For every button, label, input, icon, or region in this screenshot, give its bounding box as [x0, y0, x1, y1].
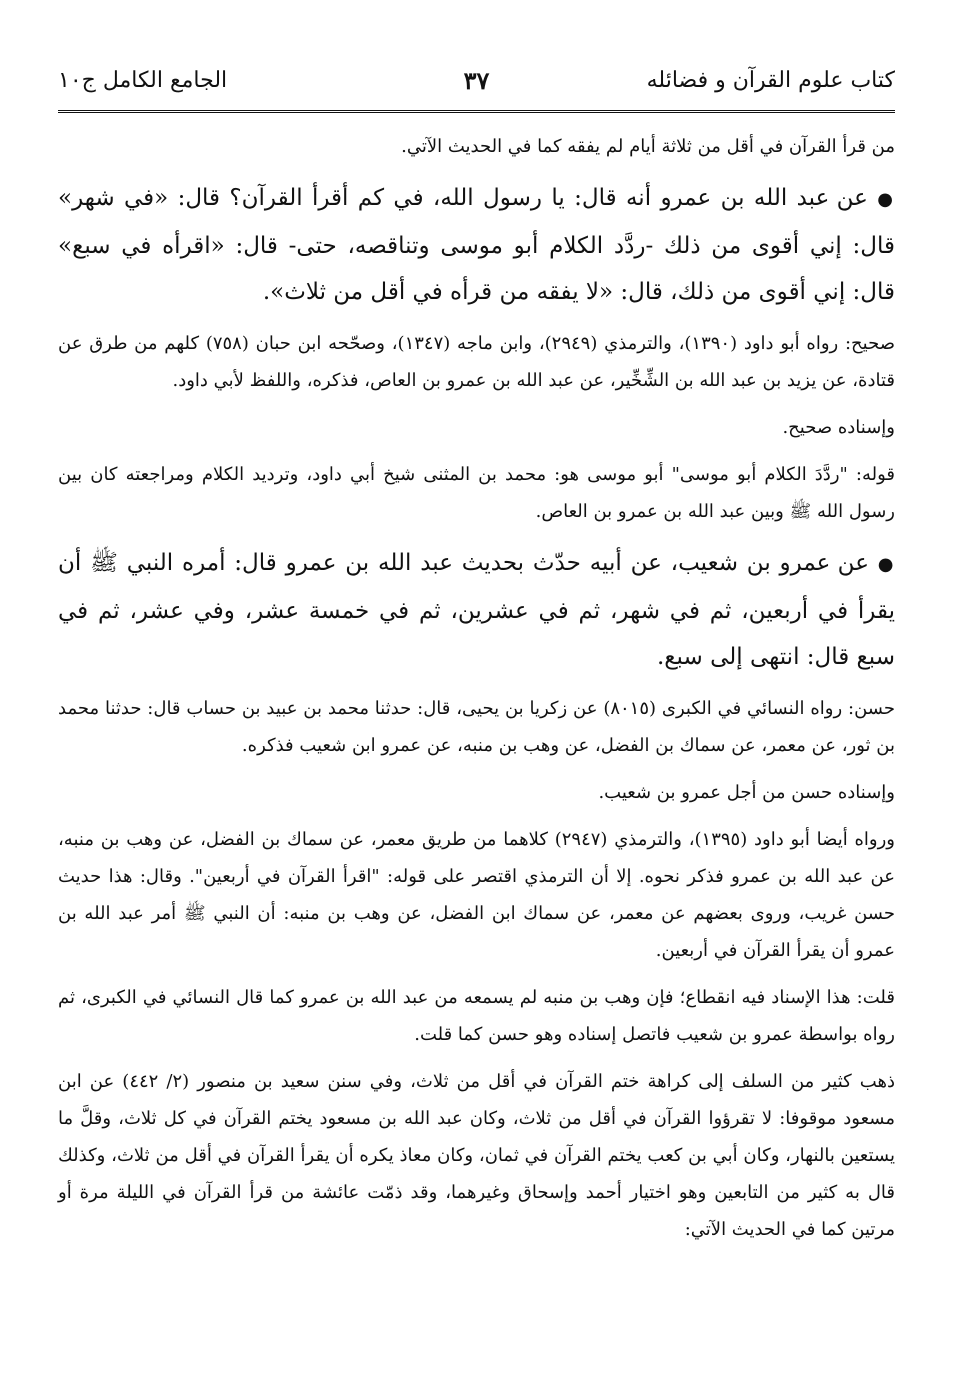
- commentary-note: قوله: "ردَّدَ الكلام أبو موسى" أبو موسى هو: محمد بن المثنى شيخ أبي داود، وترديد الكلام ومراجعته كان بين رسول الله ﷺ وبين عبد الله بن عمرو بن العاص.: [58, 464, 895, 522]
- isnad-grade: وإسناده صحيح.: [782, 417, 895, 438]
- bullet-icon: ●: [877, 189, 895, 210]
- header-rule: [58, 110, 895, 113]
- intro-line: من قرأ القرآن في أقل من ثلاثة أيام لم يفقه كما في الحديث الآتي.: [401, 136, 895, 157]
- book-title: كتاب علوم القرآن و فضائله: [646, 68, 895, 93]
- hadith-body: عن عبد الله بن عمرو أنه قال: يا رسول الله، في كم أقرأ القرآن؟ قال: «في شهر» قال: إني أقوى من ذلك -ردَّد الكلام أبو موسى وتناقصه، حتى- قال: «اقرأه في سبع» قال: إني أقوى من ذلك، قال: «لا يفقه من قرأه في أقل من ثلاث».: [58, 185, 895, 305]
- commentary-note: ذهب كثير من السلف إلى كراهة ختم القرآن في أقل من ثلاث، وفي سنن سعيد بن منصور (٢/ ٤٤٢) عن ابن مسعود موقوفا: لا تقرؤوا القرآن في أقل من ثلاث، وكان عبد الله بن مسعود يختم القرآن في كل ثلاث، وقلَّ ما يستعين بالنهار، وكان أبي بن كعب يختم القرآن في ثمان، وكان معاذ يكره أن يقرأ القرآن في أقل من ثلاث، وكذلك قال به كثير من التابعين وهو اختيار أحمد وإسحاق وغيرهما، وقد ذمّت عائشة من قرأ القرآن في الليلة مرة أو مرتين كما في الحديث الآتي:: [58, 1071, 895, 1240]
- page-number: ٣٧: [463, 66, 490, 95]
- hadith-text: [58, 540, 895, 680]
- hadith-body: عن عمرو بن شعيب، عن أبيه حدّث بحديث عبد الله بن عمرو قال: أمره النبي ﷺ أن يقرأ في أربعين، ثم في شهر، ثم في عشرين، ثم في خمسة عشر، وفي عشر، ثم في سبع قال: انتهى إلى سبع.: [58, 550, 895, 670]
- takhrij-note: ورواه أيضا أبو داود (١٣٩٥)، والترمذي (٢٩٤٧) كلاهما من طريق معمر، عن سماك بن الفضل، عن وهب بن منبه، عن عبد الله بن عمرو فذكر نحوه. إلا أن الترمذي اقتصر على قوله: "اقرأ القرآن في أربعين". وقال: هذا حديث حسن غريب، وروى بعضهم عن معمر، عن سماك ابن الفضل، عن وهب بن منبه: أن النبي ﷺ أمر عبد الله بن عمرو أن يقرأ القرآن في أربعين.: [58, 829, 895, 961]
- takhrij-note: صحيح: رواه أبو داود (١٣٩٠)، والترمذي (٢٩٤٩)، وابن ماجه (١٣٤٧)، وصحّحه ابن حبان (٧٥٨) كلهم من طرق عن قتادة، عن يزيد بن عبد الله بن الشِّخِّير، عن عبد الله بن عمرو بن العاص، فذكره، واللفظ لأبي داود.: [58, 333, 895, 391]
- page-header: [58, 62, 895, 106]
- takhrij-note: حسن: رواه النسائي في الكبرى (٨٠١٥) عن زكريا بن يحيى، قال: حدثنا محمد بن عبيد بن حساب قال: حدثنا محمد بن ثور، عن معمر، عن سماك بن الفضل، عن وهب بن منبه، عن عمرو ابن شعيب فذكره.: [58, 698, 895, 756]
- series-title: الجامع الكامل ج١٠: [58, 68, 228, 93]
- bullet-icon: ●: [877, 554, 895, 575]
- commentary-note: قلت: هذا الإسناد فيه انقطاع؛ فإن وهب بن منبه لم يسمعه من عبد الله بن عمرو كما قال النسائي في الكبرى، ثم رواه بواسطة عمرو بن شعيب فاتصل إسناده وهو حسن كما قلت.: [58, 987, 895, 1045]
- page-body: [58, 128, 895, 1258]
- isnad-grade: وإسناده حسن من أجل عمرو بن شعيب.: [598, 782, 895, 803]
- hadith-text: [58, 175, 895, 315]
